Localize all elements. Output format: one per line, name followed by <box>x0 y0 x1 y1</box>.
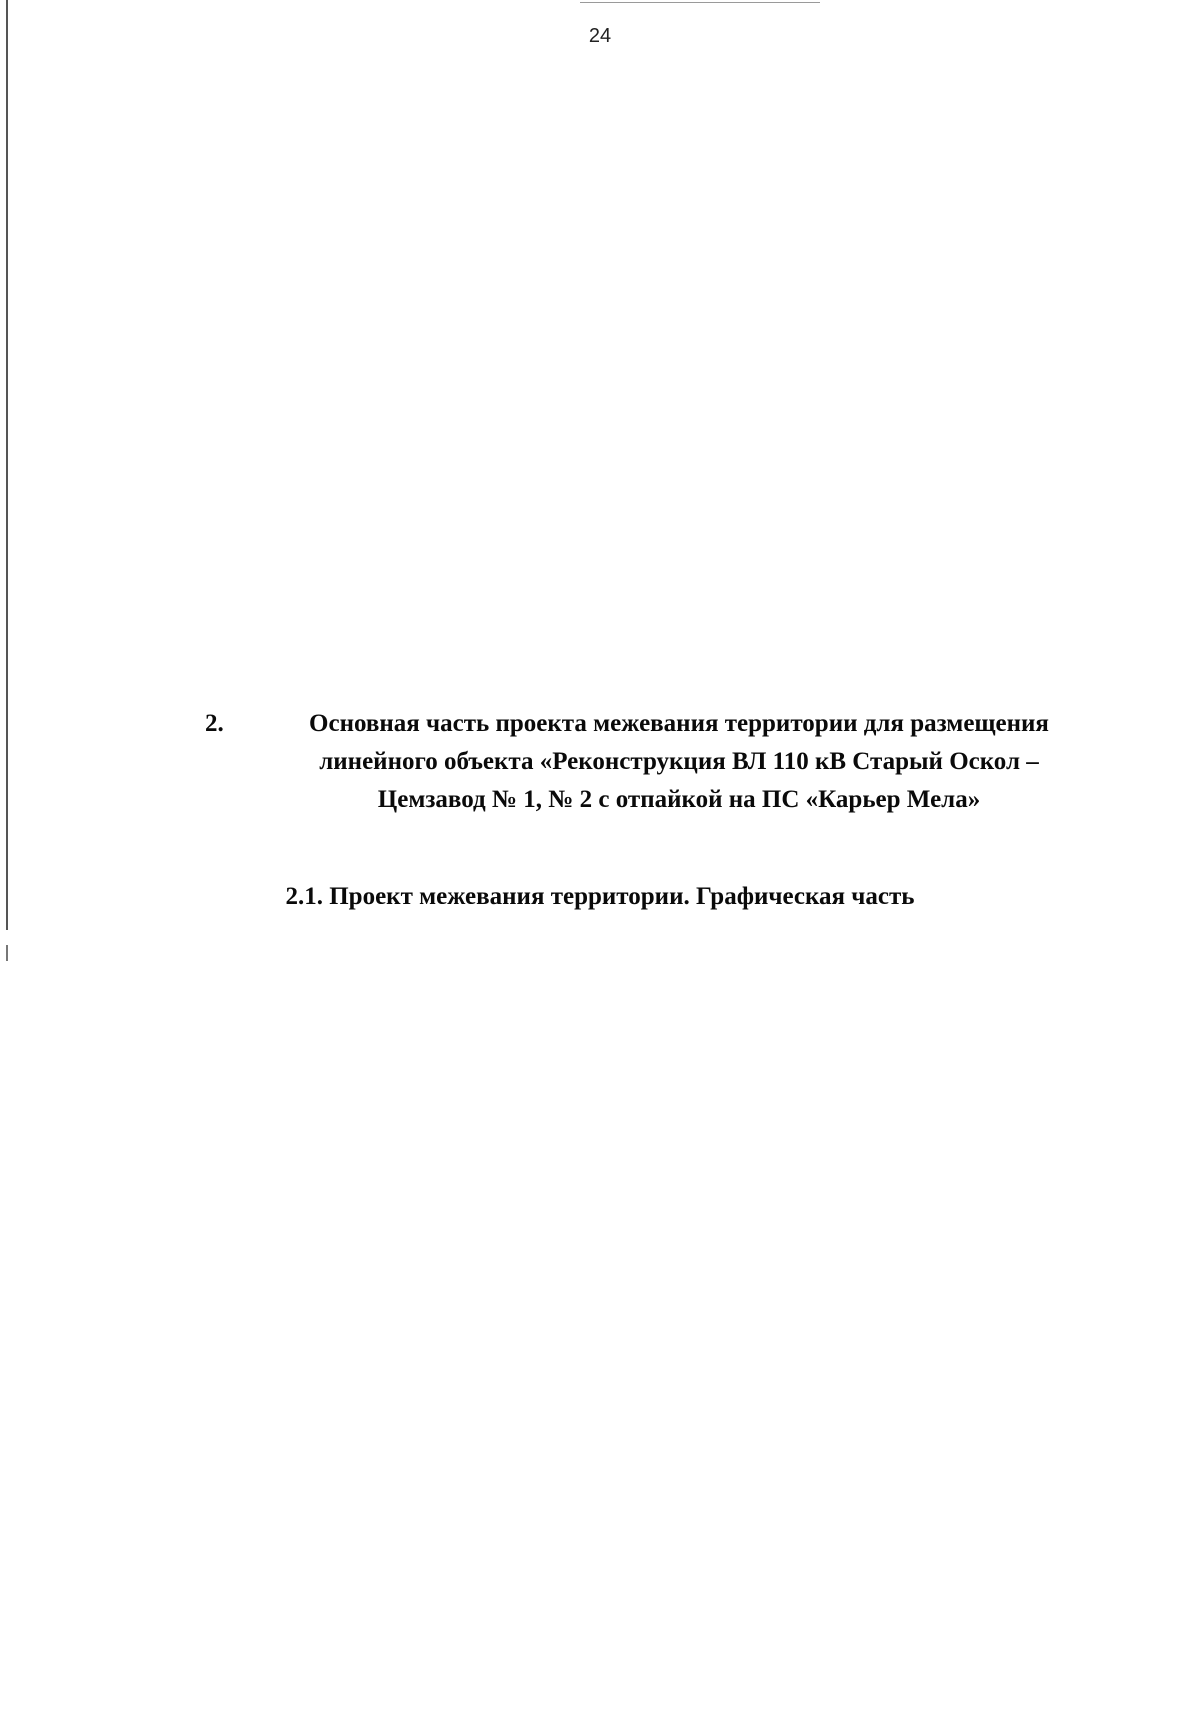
section-title-line-1: Основная часть проекта межевания территории для размещения <box>309 710 1049 737</box>
section-heading <box>205 705 1105 819</box>
scan-edge-left <box>6 0 8 930</box>
page-number: 24 <box>588 25 612 47</box>
section-heading-row <box>205 705 1105 819</box>
section-number: 2. <box>205 710 224 737</box>
subsection-title: 2.1. Проект межевания территории. Графическая часть <box>285 883 915 910</box>
scan-edge-top <box>580 2 820 3</box>
section-title-line-3: Цемзавод № 1, № 2 с отпайкой на ПС «Карьер Мела» <box>377 786 981 813</box>
section-title-line-2: линейного объекта «Реконструкция ВЛ 110 кВ Старый Оскол – <box>319 748 1039 775</box>
scan-mark-left <box>6 945 8 961</box>
section-title <box>253 705 1105 819</box>
